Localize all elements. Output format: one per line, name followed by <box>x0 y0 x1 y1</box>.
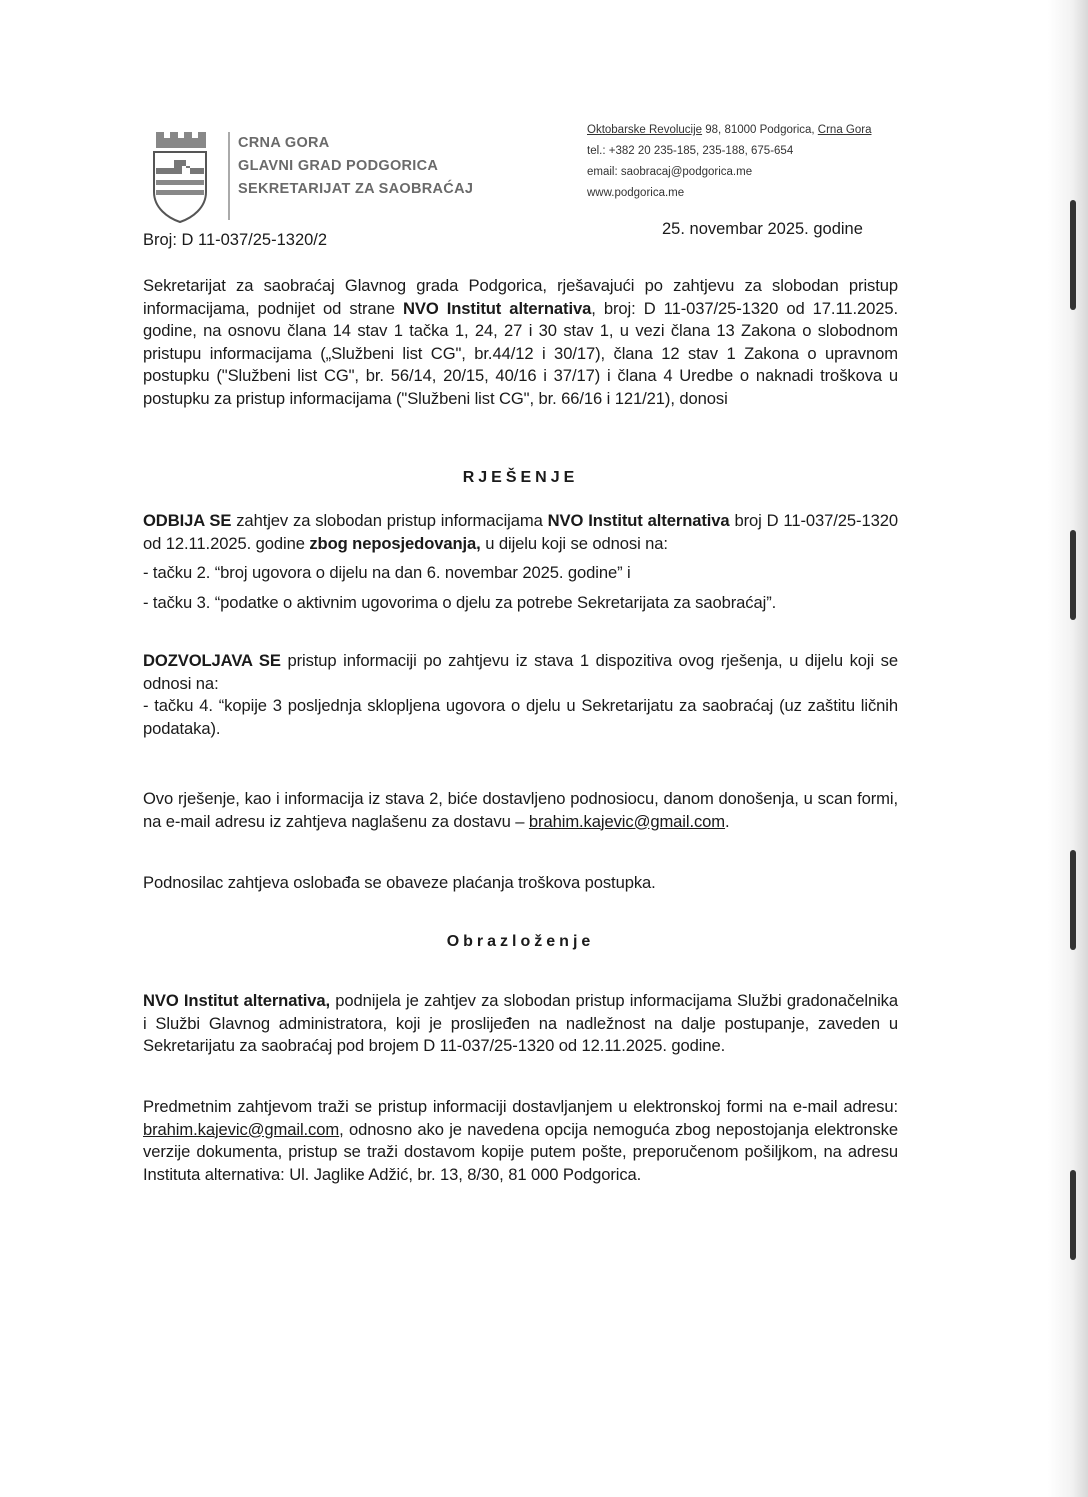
text: zahtjev za slobodan pristup informacijama <box>231 511 548 530</box>
text: pristup informaciji po zahtjevu iz stava 1 dispozitiva ovog rješenja, u dijelu koji se odnosi na: <box>143 651 898 693</box>
list-item: - tačku 3. “podatke o aktivnim ugovorima o djelu za potrebe Sekretarijata za saobraćaj”. <box>143 592 777 612</box>
text: , odnosno ako je navedena opcija nemoguća zbog nepostojanja elektronske verzije dokumenta, pristup se traži dostavom kopije putem pošte, preporučenom pošiljkom, na adresu Instituta alternativa: Ul. Jaglike Adžić, br. 13, 8/30, 81 000 Podgorica. <box>143 1119 898 1184</box>
text: podnijela je zahtjev za slobodan pristup informacijama Službi gradonačelnika i Službi Glavnog administratora, koji je proslijeđen na nadležnost na dalje postupanje, zaveden u Sekretarijatu za saobraćaj pod brojem D 11-037/25-1320 od 12.11.2025. godine. <box>143 991 898 1055</box>
scan-mark <box>1070 530 1076 620</box>
bold-text: ODBIJA SE <box>143 511 232 530</box>
address <box>587 120 871 141</box>
country: Crna Gora <box>817 124 872 136</box>
bold-text: zbog neposjedovanja, <box>309 533 481 553</box>
text: Sekretarijat za saobraćaj Glavnog grada Podgorica, rješavajući po zahtjevu za slobodan pristup informacijama, podnijet od strane <box>143 276 898 318</box>
website: www.podgorica.me <box>587 187 685 199</box>
coat-of-arms-logo <box>148 128 212 224</box>
bold-text: DOZVOLJAVA SE <box>143 651 281 670</box>
text: . <box>725 811 730 831</box>
organization-name <box>238 132 473 201</box>
scan-mark <box>1070 1170 1076 1260</box>
scan-edge <box>1048 0 1088 1497</box>
troskovi-paragraph: Podnosilac zahtjeva oslobađa se obaveze plaćanja troškova postupka. <box>143 873 656 892</box>
list-item: - tačku 4. “kopije 3 posljednja sklopljena ugovora o djelu u Sekretarijatu za saobraćaj (uz zaštitu ličnih podataka). <box>143 696 898 738</box>
scan-mark <box>1070 200 1076 310</box>
obrazlozenje-paragraph-1 <box>143 990 898 1058</box>
street: Oktobarske Revolucije <box>587 124 703 136</box>
org-line: GLAVNI GRAD PODGORICA <box>238 158 439 174</box>
document-date: 25. novembar 2025. godine <box>662 220 863 238</box>
text: , broj: D 11-037/25-1320 od 17.11.2025. godine, na osnovu člana 14 stav 1 tačka 1, 24, 27 i 30 stav 1, u vezi člana 13 Zakona o slobodnom pristupu informacijama („Službeni list CG", br.44/12 i 30/17), člana 12 stav 1 Zakona o upravnom postupku ("Službeni list CG", br. 56/14, 20/15, 40/16 i 37/17) i člana 4 Uredbe o naknadi troškova u postupku za pristup informacijama ("Službeni list CG", br. 66/16 i 121/21), donosi <box>143 298 899 408</box>
document-number: Broj: D 11-037/25-1320/2 <box>143 231 328 249</box>
text: broj D 11-037/25-1320 od 12.11.2025. godine <box>143 511 898 553</box>
bold-text: NVO Institut alternativa <box>547 511 730 530</box>
section-title-obrazlozenje: Obrazloženje <box>446 933 595 950</box>
text: u dijelu koji se odnosi na: <box>480 533 668 553</box>
email: email: saobracaj@podgorica.me <box>587 166 753 178</box>
text: Ovo rješenje, kao i informacija iz stava 2, biće dostavljeno podnosiocu, danom donošenja, u scan formi, na e-mail adresu iz zahtjeva naglašenu za dostavu – <box>143 789 898 831</box>
scan-mark <box>1070 850 1076 950</box>
section-title-rjesenje: RJEŠENJE <box>462 469 579 486</box>
obrazlozenje-paragraph-2 <box>143 1096 898 1186</box>
bold-text: NVO Institut alternativa <box>402 298 592 318</box>
intro-paragraph <box>143 275 898 410</box>
email-link[interactable]: brahim.kajevic@gmail.com <box>143 1119 340 1139</box>
odbija-paragraph <box>143 510 898 614</box>
dozvoljava-paragraph <box>143 650 898 740</box>
bold-text: NVO Institut alternativa, <box>143 991 331 1010</box>
org-line: SEKRETARIJAT ZA SAOBRAĆAJ <box>238 181 474 197</box>
phone: tel.: +382 20 235-185, 235-188, 675-654 <box>587 145 794 157</box>
address-rest: 98, 81000 Podgorica, <box>702 124 818 136</box>
header-divider <box>228 132 230 220</box>
email-link[interactable]: brahim.kajevic@gmail.com <box>528 811 726 831</box>
text: Predmetnim zahtjevom traži se pristup informaciji dostavljanjem u elektronskoj formi na e-mail adresu: <box>143 1097 898 1116</box>
list-item: - tačku 2. “broj ugovora o dijelu na dan 6. novembar 2025. godine” i <box>143 563 631 582</box>
dostava-paragraph <box>143 788 898 833</box>
contact-info <box>587 120 871 204</box>
org-line: CRNA GORA <box>238 135 330 151</box>
